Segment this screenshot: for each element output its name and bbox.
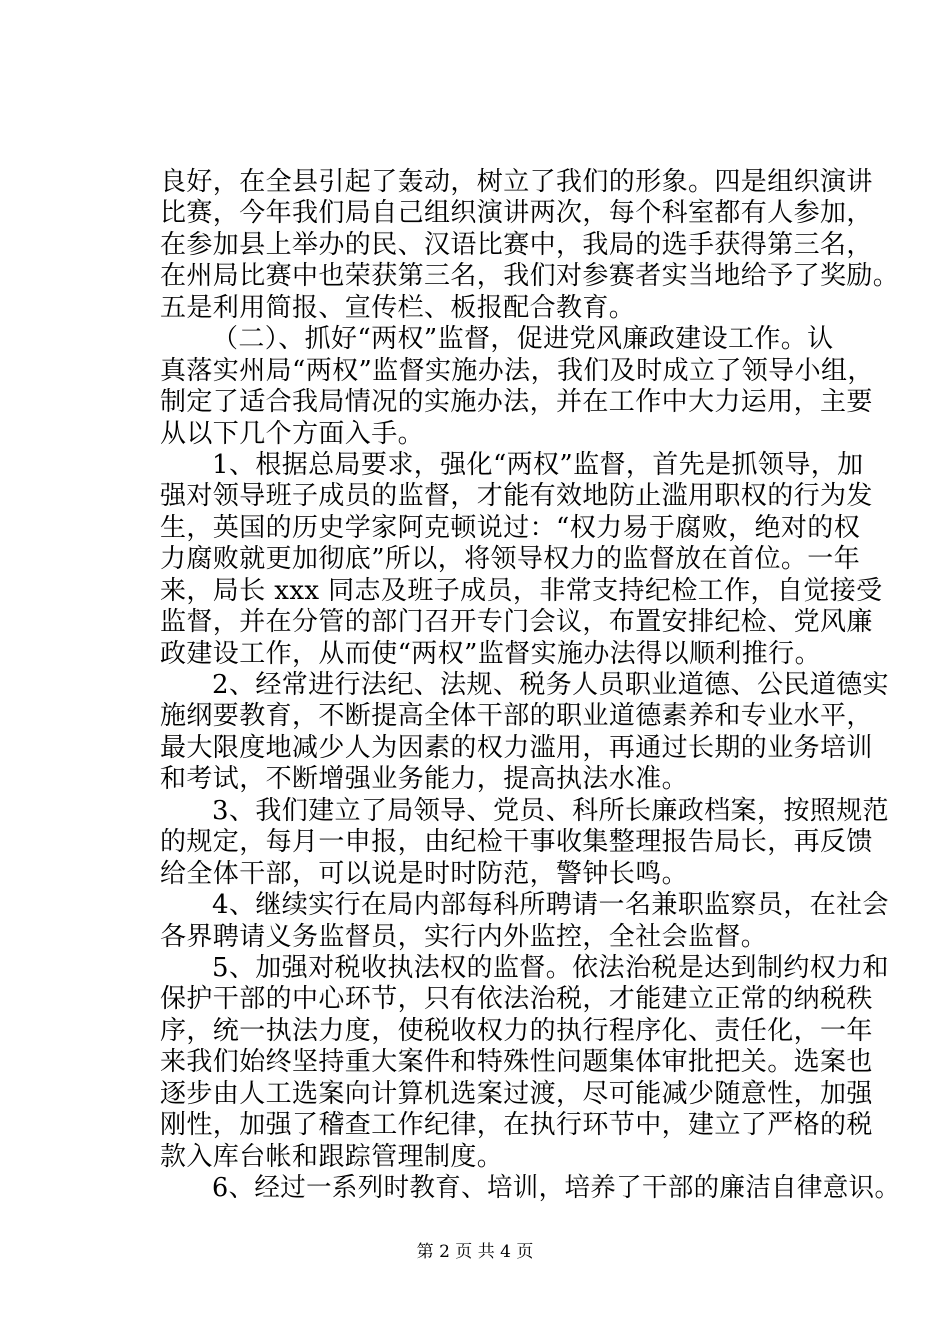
text-line: 强对领导班子成员的监督，才能有效地防止滥用职权的行为发 (160, 481, 873, 511)
text-line: （二）、抓好“两权”监督，促进党风廉政建设工作。认 (212, 324, 834, 354)
text-line: 从以下几个方面入手。 (160, 419, 425, 449)
text-line: 序，统一执法力度，使税收权力的执行程序化、责任化，一年 (160, 1016, 873, 1046)
text-line: 的规定，每月一申报，由纪检干事收集整理报告局长，再反馈 (160, 827, 873, 857)
page-number-footer: 第 2 页 共 4 页 (416, 1242, 534, 1262)
text-line: 施纲要教育，不断提高全体干部的职业道德素养和专业水平， (160, 701, 873, 731)
text-line: 6、经过一系列时教育、培训，培养了干部的廉洁自律意识。 (212, 1173, 901, 1203)
text-line: 良好，在全县引起了轰动，树立了我们的形象。四是组织演讲 (160, 167, 873, 197)
text-line: 在参加县上举办的民、汉语比赛中，我局的选手获得第三名， (160, 230, 873, 260)
text-line: 政建设工作，从而使“两权”监督实施办法得以顺利推行。 (160, 639, 821, 669)
text-line: 来我们始终坚持重大案件和特殊性问题集体审批把关。选案也 (160, 1047, 873, 1077)
text-line: 保护干部的中心环节，只有依法治税，才能建立正常的纳税秩 (160, 984, 873, 1014)
text-line: 力腐败就更加彻底”所以，将领导权力的监督放在首位。一年 (160, 544, 861, 574)
text-line: 3、我们建立了局领导、党员、科所长廉政档案，按照规范 (212, 796, 889, 826)
text-line: 4、继续实行在局内部每科所聘请一名兼职监察员，在社会 (212, 890, 889, 920)
text-line: 给全体干部，可以说是时时防范，警钟长鸣。 (160, 859, 689, 889)
text-line: 五是利用简报、宣传栏、板报配合教育。 (160, 293, 636, 323)
text-line: 1、根据总局要求，强化“两权”监督，首先是抓领导，加 (212, 450, 864, 480)
text-line: 2、经常进行法纪、法规、税务人员职业道德、公民道德实 (212, 670, 889, 700)
text-line: 5、加强对税收执法权的监督。依法治税是达到制约权力和 (212, 953, 889, 983)
text-line: 和考试，不断增强业务能力，提高执法水准。 (160, 764, 689, 794)
text-line: 制定了适合我局情况的实施办法，并在工作中大力运用，主要 (160, 387, 873, 417)
text-line: 真落实州局“两权”监督实施办法，我们及时成立了领导小组， (160, 356, 874, 386)
text-line: 监督，并在分管的部门召开专门会议，布置安排纪检、党风廉 (160, 607, 873, 637)
text-line: 比赛，今年我们局自己组织演讲两次，每个科室都有人参加， (160, 198, 873, 228)
text-line: 最大限度地减少人为因素的权力滥用，再通过长期的业务培训 (160, 733, 873, 763)
text-line: 款入库台帐和跟踪管理制度。 (160, 1142, 504, 1172)
text-line: 生，英国的历史学家阿克顿说过：“权力易于腐败，绝对的权 (160, 513, 861, 543)
text-line: 在州局比赛中也荣获第三名，我们对参赛者实当地给予了奖励。 (160, 261, 900, 291)
text-line: 逐步由人工选案向计算机选案过渡，尽可能减少随意性，加强 (160, 1079, 873, 1109)
text-line: 各界聘请义务监督员，实行内外监控，全社会监督。 (160, 922, 768, 952)
text-line: 来，局长 xxx 同志及班子成员，非常支持纪检工作，自觉接受 (160, 576, 883, 606)
text-line: 刚性，加强了稽查工作纪律，在执行环节中，建立了严格的税 (160, 1110, 873, 1140)
